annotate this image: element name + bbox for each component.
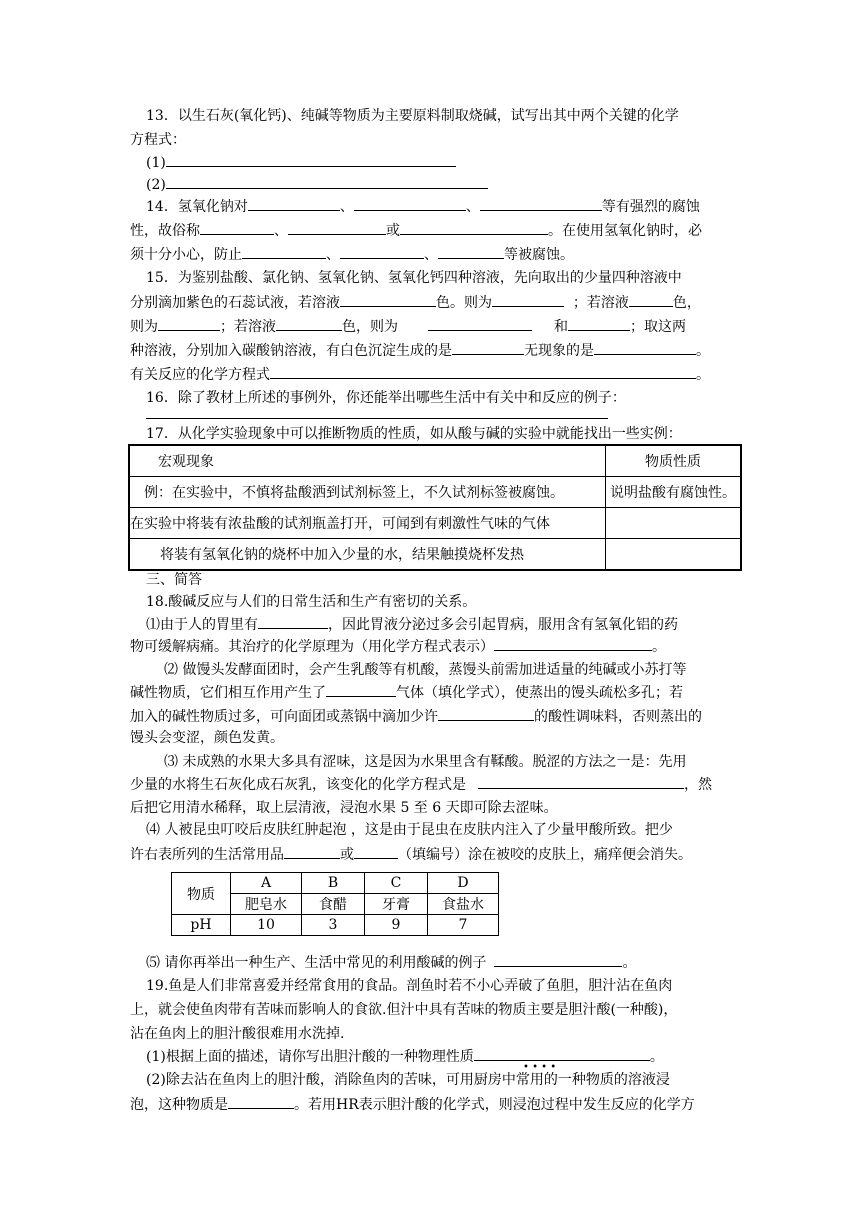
q18-p2-line1: ⑵ 做馒头发酵面团时，会产生乳酸等有机酸，蒸馒头前需加进适量的纯碱或小苏打等 (164, 662, 687, 678)
answer-blank[interactable] (242, 244, 326, 259)
answer-blank[interactable] (438, 706, 534, 721)
q16-text: 16．除了教材上所述的事例外，你还能举出哪些生活中有关中和反应的例子： (146, 390, 626, 406)
answer-blank[interactable] (354, 196, 466, 211)
q14-line2: 性，故俗称 、 或 。在使用氢氧化钠时，必 (130, 220, 702, 241)
answer-blank[interactable] (438, 244, 504, 259)
ph-value: 10 (231, 915, 302, 936)
q19-p1: (1)根据上面的描述，请你写出胆汁酸的一种物理性质 。 (146, 1046, 664, 1067)
answer-blank[interactable] (248, 196, 340, 211)
q15-line2: 分别滴加紫色的石蕊试液，若溶液 色。则为 ；若溶液 色， (130, 292, 701, 313)
answer-blank[interactable] (340, 292, 436, 307)
answer-blank[interactable] (480, 196, 602, 211)
q13-item1: (1) (146, 152, 456, 173)
answer-blank[interactable] (594, 340, 696, 355)
ph-table (171, 872, 499, 936)
table-row (129, 477, 741, 508)
q13-text: 13．以生石灰(氧化钙)、纯碱等物质为主要原料制取烧碱，试写出其中两个关键的化学 (146, 108, 679, 124)
q14-line1: 14．氢氧化钠对 、 、 等有强烈的腐蚀 (146, 196, 700, 217)
option-letter: A (231, 873, 302, 894)
answer-blank[interactable] (276, 316, 342, 331)
substance-name: 肥皂水 (231, 894, 302, 915)
q19-p2-line1: (2)除去沾在鱼肉上的胆汁酸，消除鱼肉的苦味，可用厨房中常用的一种物质的溶液浸 (146, 1072, 670, 1088)
table-row (129, 539, 741, 571)
answer-blank[interactable] (400, 220, 548, 235)
header-macro: 宏观现象 (129, 445, 606, 477)
q18-p2-line2: 碱性物质，它们相互作用产生了 气体（填化学式），使蒸出的馒头疏松多孔；若 (130, 682, 683, 703)
substance-name: 食醋 (302, 894, 365, 915)
answer-blank[interactable] (428, 316, 532, 331)
table-cell: 在实验中将装有浓盐酸的试剂瓶盖打开，可闻到有刺激性气味的气体 (129, 508, 606, 539)
substance-name: 食盐水 (428, 894, 499, 915)
ph-value: 3 (302, 915, 365, 936)
answer-blank[interactable] (492, 292, 564, 307)
q13-text2: 方程式： (130, 132, 186, 148)
answer-blank[interactable] (200, 220, 274, 235)
q19-line3: 沾在鱼肉上的胆汁酸很难用水洗掉. (130, 1026, 345, 1042)
ph-label: pH (172, 915, 231, 936)
ph-value: 7 (428, 915, 499, 936)
q19-p2-line2: 泡，这种物质是 。若用HR表示胆汁酸的化学式，则浸泡过程中发生反应的化学方 (130, 1094, 695, 1115)
q18-p4-line2: 许右表所列的生活常用品 或 （填编号）涂在被咬的皮肤上，痛痒便会消失。 (130, 844, 692, 865)
answer-blank[interactable] (158, 316, 220, 331)
section-heading: 三、简答 (146, 572, 202, 588)
option-letter: C (365, 873, 428, 894)
table-header-row (129, 445, 741, 477)
q18-p2-line3: 加入的碱性物质过多，可向面团或蒸锅中滴加少许 的酸性调味料，否则蒸出的 (130, 706, 702, 727)
answer-blank[interactable] (474, 1046, 650, 1061)
q18-p5: ⑸ 请你再举出一种生产、生活中常见的利用酸碱的例子 。 (146, 952, 636, 973)
answer-blank[interactable] (629, 292, 673, 307)
answer-blank[interactable] (494, 952, 622, 967)
q15-line4: 种溶液，分别加入碳酸钠溶液，有白色沉淀生成的是 无现象的是 。 (130, 340, 710, 361)
q15-line5: 有关反应的化学方程式 。 (130, 364, 710, 385)
q18-p2-line4: 馒头会变涩，颜色发黄。 (130, 730, 284, 746)
emphasis-dots: • • • • (523, 1062, 557, 1073)
q16-answer-line[interactable] (146, 404, 608, 425)
q18-intro: 18.酸碱反应与人们的日常生活和生产有密切的关系。 (146, 594, 477, 610)
answer-blank[interactable] (288, 220, 386, 235)
answer-blank[interactable] (452, 340, 524, 355)
q18-p4-line1: ⑷ 人被昆虫叮咬后皮肤红肿起泡 ，这是由于昆虫在皮肤内注入了少量甲酸所致。把少 (146, 822, 673, 838)
answer-blank[interactable] (270, 364, 696, 379)
table-cell: 说明盐酸有腐蚀性。 (606, 477, 742, 508)
q17-intro: 17．从化学实验现象中可以推断物质的性质，如从酸与碱的实验中就能找出一些实例： (146, 426, 682, 442)
q19-line1: 19.鱼是人们非常喜爱并经常食用的食品。剖鱼时若不小心弄破了鱼胆，胆汁沾在鱼肉 (146, 978, 673, 994)
ph-table-header: 物质 (172, 873, 231, 915)
table-cell: 将装有氢氧化钠的烧杯中加入少量的水，结果触摸烧杯发热 (129, 539, 606, 571)
answer-blank[interactable] (258, 614, 328, 629)
answer-blank[interactable] (284, 844, 340, 859)
q18-p3-line2: 少量的水将生石灰化成石灰乳，该变化的化学方程式是 ，然 (130, 774, 712, 795)
q13-item2: (2) (146, 174, 488, 195)
substance-name: 牙膏 (365, 894, 428, 915)
answer-blank[interactable] (166, 152, 456, 167)
q18-p1-line1: ⑴由于人的胃里有 ，因此胃液分泌过多会引起胃病，服用含有氢氧化铝的药 (146, 614, 678, 635)
answer-blank[interactable] (354, 844, 398, 859)
q18-p1-line2: 物可缓解病痛。其治疗的化学原理为（用化学方程式表示） 。 (130, 636, 666, 657)
q14-line3: 须十分小心，防止 、 、 等被腐蚀。 (130, 244, 574, 265)
answer-blank[interactable] (568, 316, 630, 331)
answer-blank[interactable] (478, 774, 684, 789)
q18-p3-line3: 后把它用清水稀释，取上层清液，浸泡水果 5 至 6 天即可除去涩味。 (130, 800, 558, 816)
option-letter: B (302, 873, 365, 894)
q15-line3: 则为 ；若溶液 色，则为 和 ；取这两 (130, 316, 686, 337)
answer-blank[interactable] (228, 1094, 294, 1109)
table-cell-answer[interactable] (606, 539, 742, 571)
answer-blank[interactable] (166, 174, 488, 189)
table-row (129, 508, 741, 539)
q15-line1: 15．为鉴别盐酸、氯化钠、氢氧化钠、氢氧化钙四种溶液，先向取出的少量四种溶液中 (146, 270, 682, 286)
q18-p3-line1: ⑶ 未成熟的水果大多具有涩味，这是因为水果里含有鞣酸。脱涩的方法之一是：先用 (164, 754, 687, 770)
answer-blank[interactable] (326, 682, 396, 697)
answer-blank[interactable] (494, 636, 652, 651)
table-cell-answer[interactable] (606, 508, 742, 539)
ph-value: 9 (365, 915, 428, 936)
q19-line2: 上，就会使鱼肉带有苦味而影响人的食欲.但汁中具有苦味的物质主要是胆汁酸(一种酸)， (130, 1002, 678, 1018)
table-cell: 例：在实验中，不慎将盐酸洒到试剂标签上，不久试剂标签被腐蚀。 (129, 477, 606, 508)
answer-blank[interactable] (340, 244, 424, 259)
q17-table (128, 444, 742, 571)
header-property: 物质性质 (606, 445, 742, 477)
option-letter: D (428, 873, 499, 894)
